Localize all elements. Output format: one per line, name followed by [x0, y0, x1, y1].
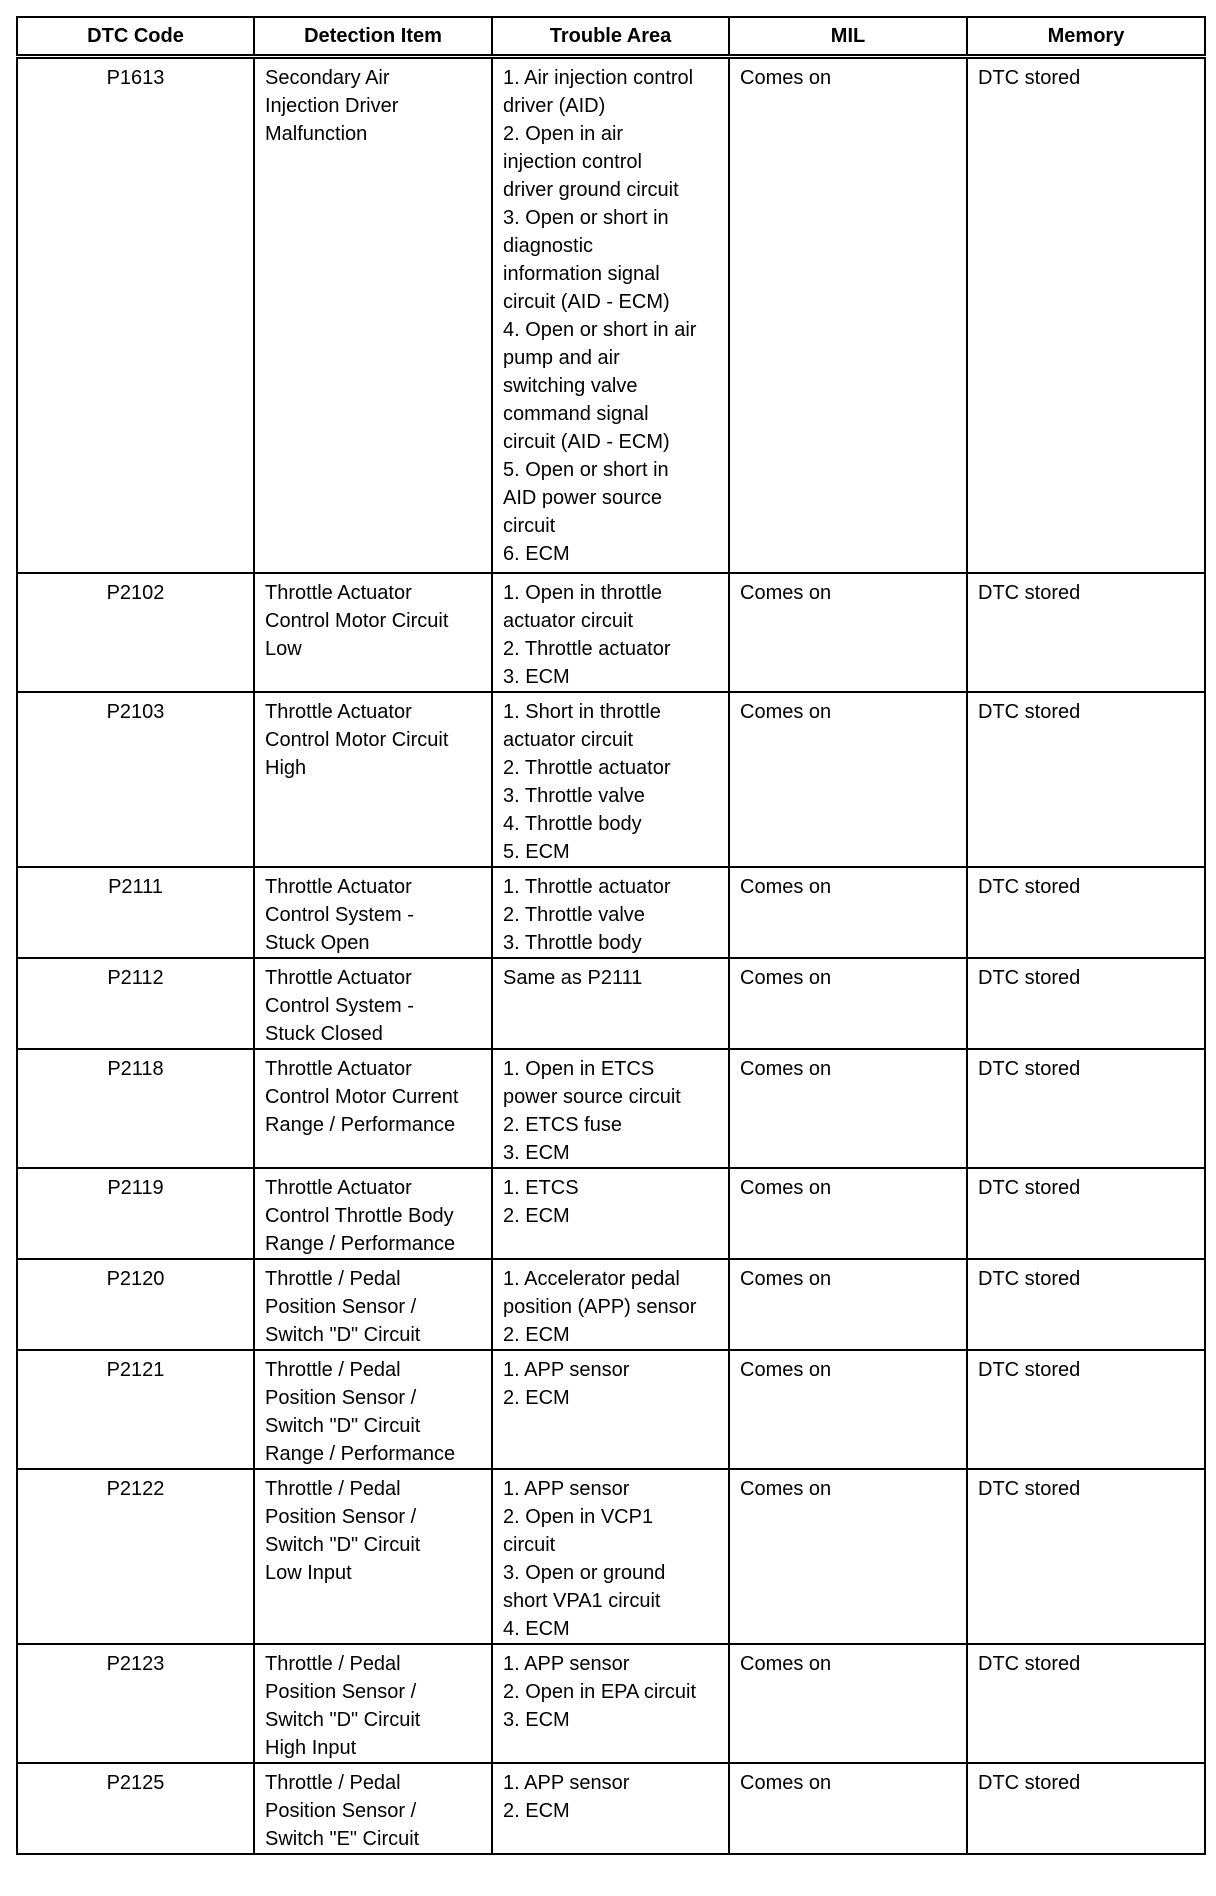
detection-item-line: Switch "E" Circuit: [265, 1827, 420, 1850]
detection-item-line: Control Motor Circuit: [265, 609, 449, 632]
trouble-area-line: actuator circuit: [503, 728, 634, 751]
detection-item-line: Position Sensor /: [265, 1505, 417, 1528]
trouble-area-cell: [492, 1644, 729, 1763]
trouble-area-cell: [492, 1259, 729, 1350]
trouble-area-line: 4. Throttle body: [503, 812, 642, 835]
trouble-area-line: 1. Short in throttle: [503, 700, 661, 723]
detection-item-line: Injection Driver: [265, 95, 399, 117]
memory-cell: DTC stored: [967, 1763, 1205, 1854]
memory-cell: DTC stored: [967, 573, 1205, 692]
header-mil: MIL: [729, 17, 967, 57]
detection-item-line: Secondary Air: [265, 67, 390, 89]
trouble-area-line: 6. ECM: [503, 543, 570, 565]
detection-item-line: Control Throttle Body: [265, 1204, 454, 1227]
table-row: [17, 1469, 1205, 1644]
trouble-area-line: position (APP) sensor: [503, 1295, 697, 1318]
memory-cell: DTC stored: [967, 1350, 1205, 1469]
trouble-area-line: circuit (AID - ECM): [503, 431, 670, 453]
trouble-area-line: injection control: [503, 151, 642, 173]
trouble-area-line: 4. ECM: [503, 1617, 570, 1640]
mil-cell: Comes on: [729, 1259, 967, 1350]
mil-cell: Comes on: [729, 692, 967, 867]
detection-item-line: Malfunction: [265, 123, 368, 145]
trouble-area-cell: [492, 958, 729, 1049]
detection-item-line: Throttle / Pedal: [265, 1358, 401, 1381]
dtc-code-cell: P2122: [17, 1469, 254, 1644]
trouble-area-line: 2. Throttle actuator: [503, 637, 671, 660]
trouble-area-line: 3. Throttle valve: [503, 784, 645, 807]
detection-item-line: Throttle Actuator: [265, 1176, 412, 1199]
trouble-area-line: 2. ECM: [503, 1386, 570, 1409]
trouble-area-line: 5. ECM: [503, 840, 570, 863]
table-row: [17, 1168, 1205, 1259]
trouble-area-line: actuator circuit: [503, 609, 634, 632]
trouble-area-line: driver ground circuit: [503, 179, 679, 201]
table-header-row: [17, 17, 1205, 57]
detection-item-line: Throttle / Pedal: [265, 1771, 401, 1794]
trouble-area-line: 2. Open in EPA circuit: [503, 1680, 697, 1703]
trouble-area-line: 2. Throttle actuator: [503, 756, 671, 779]
detection-item-line: Position Sensor /: [265, 1680, 417, 1703]
detection-item-line: Throttle Actuator: [265, 700, 412, 723]
mil-cell: Comes on: [729, 1644, 967, 1763]
detection-item-cell: [254, 1644, 492, 1763]
trouble-area-line: command signal: [503, 403, 649, 425]
detection-item-line: Control Motor Circuit: [265, 728, 449, 751]
trouble-area-line: 1. ETCS: [503, 1176, 579, 1199]
detection-item-cell: [254, 1168, 492, 1259]
trouble-area-cell: [492, 1763, 729, 1854]
trouble-area-line: 1. Open in ETCS: [503, 1057, 655, 1080]
dtc-code-cell: P2121: [17, 1350, 254, 1469]
trouble-area-cell: [492, 1049, 729, 1168]
trouble-area-line: 3. Throttle body: [503, 931, 642, 954]
trouble-area-line: 5. Open or short in: [503, 459, 669, 481]
detection-item-line: Switch "D" Circuit: [265, 1708, 421, 1731]
trouble-area-line: 3. ECM: [503, 1708, 570, 1731]
detection-item-cell: [254, 867, 492, 958]
trouble-area-line: circuit: [503, 515, 556, 537]
trouble-area-line: pump and air: [503, 347, 620, 369]
mil-cell: Comes on: [729, 958, 967, 1049]
detection-item-line: Control System -: [265, 903, 414, 926]
memory-cell: DTC stored: [967, 1049, 1205, 1168]
mil-cell: Comes on: [729, 1049, 967, 1168]
table-row: [17, 1259, 1205, 1350]
detection-item-line: Low: [265, 637, 302, 660]
detection-item-line: Switch "D" Circuit: [265, 1533, 421, 1556]
detection-item-line: Throttle / Pedal: [265, 1267, 401, 1290]
trouble-area-line: 4. Open or short in air: [503, 319, 697, 341]
detection-item-line: Switch "D" Circuit: [265, 1414, 421, 1437]
trouble-area-line: circuit: [503, 1533, 556, 1556]
dtc-table: [16, 16, 1206, 1855]
detection-item-line: High: [265, 756, 307, 779]
memory-cell: DTC stored: [967, 57, 1205, 573]
detection-item-cell: [254, 1469, 492, 1644]
trouble-area-line: 1. Accelerator pedal: [503, 1267, 680, 1290]
trouble-area-line: AID power source: [503, 487, 662, 509]
trouble-area-line: 2. Throttle valve: [503, 903, 645, 926]
detection-item-line: Throttle Actuator: [265, 966, 412, 989]
trouble-area-line: driver (AID): [503, 95, 606, 117]
mil-cell: Comes on: [729, 1350, 967, 1469]
memory-cell: DTC stored: [967, 867, 1205, 958]
trouble-area-line: Same as P2111: [503, 966, 643, 989]
trouble-area-cell: [492, 57, 729, 573]
table-row: [17, 1763, 1205, 1854]
detection-item-line: Low Input: [265, 1561, 352, 1584]
detection-item-cell: [254, 958, 492, 1049]
table-row: [17, 958, 1205, 1049]
header-trouble-area: Trouble Area: [492, 17, 729, 57]
trouble-area-line: switching valve: [503, 375, 638, 397]
trouble-area-cell: [492, 1350, 729, 1469]
trouble-area-line: 2. ECM: [503, 1204, 570, 1227]
detection-item-line: Stuck Closed: [265, 1022, 383, 1045]
trouble-area-line: 2. ECM: [503, 1799, 570, 1822]
trouble-area-line: 3. ECM: [503, 665, 570, 688]
memory-cell: DTC stored: [967, 692, 1205, 867]
table-row: [17, 692, 1205, 867]
trouble-area-line: 3. Open or ground: [503, 1561, 666, 1584]
memory-cell: DTC stored: [967, 1259, 1205, 1350]
memory-cell: DTC stored: [967, 1644, 1205, 1763]
dtc-code-cell: P2123: [17, 1644, 254, 1763]
table-row: [17, 867, 1205, 958]
header-detection-item: Detection Item: [254, 17, 492, 57]
detection-item-line: Control System -: [265, 994, 414, 1017]
detection-item-line: Throttle Actuator: [265, 1057, 412, 1080]
table-row: [17, 57, 1205, 573]
detection-item-cell: [254, 1259, 492, 1350]
trouble-area-line: circuit (AID - ECM): [503, 291, 670, 313]
detection-item-line: Stuck Open: [265, 931, 370, 954]
memory-cell: DTC stored: [967, 1469, 1205, 1644]
trouble-area-line: 1. APP sensor: [503, 1771, 630, 1794]
dtc-code-cell: P2120: [17, 1259, 254, 1350]
dtc-code-cell: P2111: [17, 867, 254, 958]
trouble-area-cell: [492, 692, 729, 867]
detection-item-line: Position Sensor /: [265, 1799, 417, 1822]
trouble-area-line: 1. Throttle actuator: [503, 875, 671, 898]
trouble-area-line: 1. APP sensor: [503, 1652, 630, 1675]
dtc-code-cell: P2112: [17, 958, 254, 1049]
dtc-code-cell: P2103: [17, 692, 254, 867]
trouble-area-line: 2. ETCS fuse: [503, 1113, 622, 1136]
detection-item-line: Range / Performance: [265, 1232, 456, 1255]
trouble-area-line: short VPA1 circuit: [503, 1589, 661, 1612]
header-dtc-code: DTC Code: [17, 17, 254, 57]
trouble-area-line: 1. Air injection control: [503, 67, 694, 89]
trouble-area-cell: [492, 573, 729, 692]
mil-cell: Comes on: [729, 1168, 967, 1259]
trouble-area-line: diagnostic: [503, 235, 594, 257]
dtc-code-cell: P2125: [17, 1763, 254, 1854]
trouble-area-line: 1. APP sensor: [503, 1477, 630, 1500]
memory-cell: DTC stored: [967, 1168, 1205, 1259]
trouble-area-cell: [492, 1168, 729, 1259]
trouble-area-line: 2. Open in VCP1: [503, 1505, 654, 1528]
detection-item-line: Position Sensor /: [265, 1295, 417, 1318]
trouble-area-line: 3. Open or short in: [503, 207, 669, 229]
detection-item-line: Throttle / Pedal: [265, 1652, 401, 1675]
detection-item-line: Range / Performance: [265, 1442, 456, 1465]
dtc-code-cell: P1613: [17, 57, 254, 573]
detection-item-cell: [254, 692, 492, 867]
detection-item-cell: [254, 573, 492, 692]
detection-item-line: Throttle Actuator: [265, 875, 412, 898]
trouble-area-line: information signal: [503, 263, 660, 285]
mil-cell: Comes on: [729, 1469, 967, 1644]
mil-cell: Comes on: [729, 867, 967, 958]
mil-cell: Comes on: [729, 573, 967, 692]
trouble-area-line: 2. Open in air: [503, 123, 624, 145]
trouble-area-line: 1. Open in throttle: [503, 581, 662, 604]
mil-cell: Comes on: [729, 1763, 967, 1854]
dtc-code-cell: P2102: [17, 573, 254, 692]
detection-item-line: Throttle Actuator: [265, 581, 412, 604]
detection-item-line: Throttle / Pedal: [265, 1477, 401, 1500]
mil-cell: Comes on: [729, 57, 967, 573]
detection-item-line: Range / Performance: [265, 1113, 456, 1136]
trouble-area-line: 2. ECM: [503, 1323, 570, 1346]
detection-item-line: Switch "D" Circuit: [265, 1323, 421, 1346]
table-row: [17, 1049, 1205, 1168]
detection-item-cell: [254, 1049, 492, 1168]
detection-item-cell: [254, 1350, 492, 1469]
detection-item-cell: [254, 57, 492, 573]
trouble-area-line: power source circuit: [503, 1085, 681, 1108]
dtc-code-cell: P2119: [17, 1168, 254, 1259]
table-row: [17, 1350, 1205, 1469]
trouble-area-cell: [492, 867, 729, 958]
table-row: [17, 573, 1205, 692]
trouble-area-cell: [492, 1469, 729, 1644]
trouble-area-line: 1. APP sensor: [503, 1358, 630, 1381]
detection-item-line: Position Sensor /: [265, 1386, 417, 1409]
dtc-code-cell: P2118: [17, 1049, 254, 1168]
detection-item-cell: [254, 1763, 492, 1854]
trouble-area-line: 3. ECM: [503, 1141, 570, 1164]
detection-item-line: Control Motor Current: [265, 1085, 459, 1108]
memory-cell: DTC stored: [967, 958, 1205, 1049]
table-row: [17, 1644, 1205, 1763]
header-memory: Memory: [967, 17, 1205, 57]
detection-item-line: High Input: [265, 1736, 357, 1759]
